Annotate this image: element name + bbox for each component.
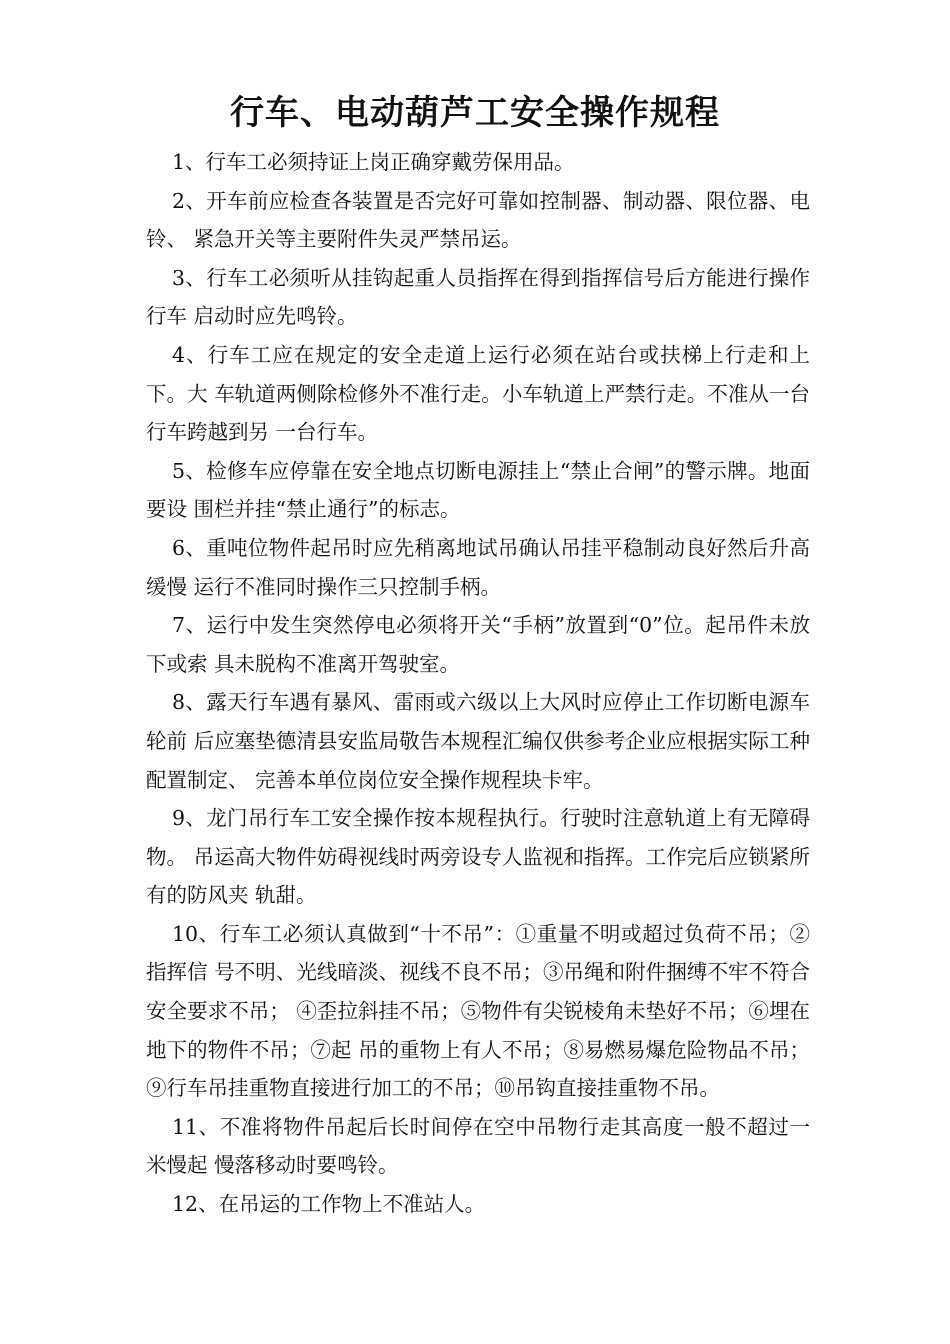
rule-paragraph-4: 4、行车工应在规定的安全走道上运行必须在站台或扶梯上行走和上下。大 车轨道两侧除检修外不准行走。小车轨道上严禁行走。不准从一台行车跨越到另 一台行车。: [146, 342, 810, 445]
rule-paragraph-8: 8、露天行车遇有暴风、雷雨或六级以上大风时应停止工作切断电源车轮前 后应塞垫德清县安监局敬告本规程汇编仅供参考企业应根据实际工种配置制定、 完善本单位岗位安全操作规程块卡牢。: [146, 690, 810, 792]
rule-paragraph-6: 6、重吨位物件起吊时应先稍离地试吊确认吊挂平稳制动良好然后升高缓慢 运行不准同时操作三只控制手柄。: [146, 535, 810, 599]
rule-paragraph-5: 5、检修车应停靠在安全地点切断电源挂上“禁止合闸”的警示牌。地面要设 围栏并挂“禁止通行”的标志。: [146, 458, 810, 522]
rule-paragraph-3: 3、行车工必须听从挂钩起重人员指挥在得到指挥信号后方能进行操作行车 启动时应先鸣铃。: [146, 265, 810, 329]
rule-paragraph-12: 12、在吊运的工作物上不准站人。: [172, 1192, 486, 1217]
rule-paragraph-11: 11、不准将物件吊起后长时间停在空中吊物行走其高度一般不超过一米慢起 慢落移动时要鸣铃。: [146, 1114, 810, 1178]
rule-paragraph-1: 1、行车工必须持证上岗正确穿戴劳保用品。: [172, 150, 575, 174]
document-body: [146, 143, 810, 1224]
rule-paragraph-9: 9、龙门吊行车工安全操作按本规程执行。行驶时注意轨道上有无障碍物。 吊运高大物件妨碍视线时两旁设专人监视和指挥。工作完后应锁紧所有的防风夹 轨甜。: [146, 806, 810, 908]
document-title: 行车、电动葫芦工安全操作规程: [230, 93, 720, 133]
rule-paragraph-2: 2、开车前应检查各装置是否完好可靠如控制器、制动器、限位器、电铃、 紧急开关等主要附件失灵严禁吊运。: [146, 188, 810, 252]
rule-paragraph-7: 7、运行中发生突然停电必须将开关“手柄”放置到“0”位。起吊件未放下或索 具未脱构不准离开驾驶室。: [146, 613, 810, 676]
rule-paragraph-10: 10、行车工必须认真做到“十不吊”：①重量不明或超过负荷不吊；②指挥信 号不明、光线暗淡、视线不良不吊；③吊绳和附件捆缚不牢不符合安全要求不吊； ④歪拉斜挂不吊；⑤物件有尖锐棱角未垫好不吊；⑥埋在地下的物件不吊；⑦起 吊的重物上有人不吊；⑧易燃易爆危险物品不吊；⑨行车吊挂重物直接进行加工的不吊；⑩吊钩直接挂重物不吊。: [146, 921, 810, 1101]
